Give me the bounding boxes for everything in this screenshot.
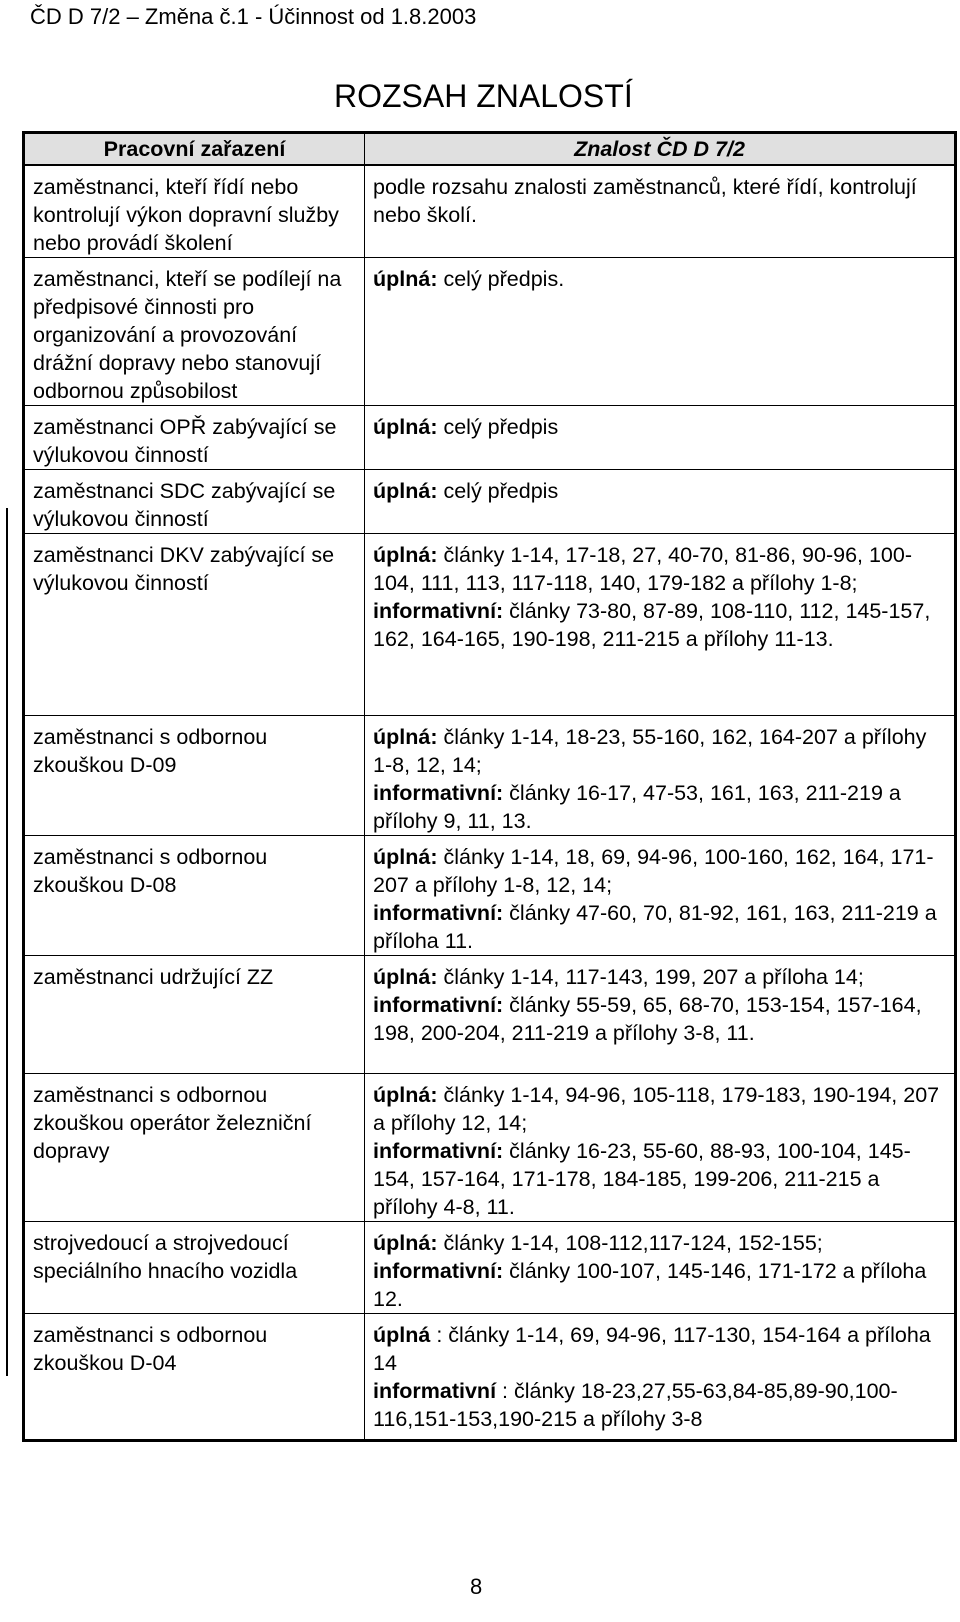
table-row [24, 406, 956, 470]
level-text: články 73-80, 87-89, 108-110, 112, 145-157, 162, 164-165, 190-198, 211-215 a přílohy 11-13. [373, 599, 931, 651]
knowledge-full [373, 963, 948, 991]
role-cell: zaměstnanci s odbornou zkouškou operátor železniční dopravy [24, 1074, 365, 1222]
knowledge-informative [373, 1137, 948, 1221]
knowledge-cell [365, 1314, 956, 1441]
knowledge-full [373, 173, 948, 229]
level-text: články 16-23, 55-60, 88-93, 100-104, 145-154, 157-164, 171-178, 184-185, 199-206, 211-215 a přílohy 4-8, 11. [373, 1139, 911, 1219]
level-text: : články 1-14, 69, 94-96, 117-130, 154-164 a příloha 14 [373, 1323, 931, 1375]
table-row [24, 165, 956, 258]
knowledge-cell [365, 1074, 956, 1222]
role-cell: zaměstnanci, kteří řídí nebo kontrolují výkon dopravní služby nebo provádí školení [24, 165, 365, 258]
table-row [24, 470, 956, 534]
role-cell: zaměstnanci s odbornou zkouškou D-09 [24, 716, 365, 836]
knowledge-full [373, 1321, 948, 1377]
scope-table [22, 131, 957, 1442]
table-row [24, 956, 956, 1074]
knowledge-cell [365, 470, 956, 534]
knowledge-informative [373, 1257, 948, 1313]
level-text: články 1-14, 18, 69, 94-96, 100-160, 162, 164, 171-207 a přílohy 1-8, 12, 14; [373, 845, 934, 897]
level-text: články 47-60, 70, 81-92, 161, 163, 211-219 a příloha 11. [373, 901, 937, 953]
column-header-knowledge: Znalost ČD D 7/2 [365, 133, 956, 166]
level-text: články 1-14, 108-112,117-124, 152-155; [437, 1231, 823, 1255]
knowledge-informative [373, 779, 948, 835]
running-header: ČD D 7/2 – Změna č.1 - Účinnost od 1.8.2003 [30, 4, 477, 29]
table-row [24, 1314, 956, 1441]
level-label: úplná: [373, 479, 438, 503]
role-cell: strojvedoucí a strojvedoucí speciálního hnacího vozidla [24, 1222, 365, 1314]
level-text: články 1-14, 117-143, 199, 207 a příloha 14; [437, 965, 864, 989]
level-text: články 16-17, 47-53, 161, 163, 211-219 a přílohy 9, 11, 13. [373, 781, 901, 833]
level-label: informativní: [373, 993, 504, 1017]
knowledge-full [373, 723, 948, 779]
knowledge-cell [365, 716, 956, 836]
column-header-role: Pracovní zařazení [24, 133, 365, 166]
level-label: úplná: [373, 845, 438, 869]
level-text: celý předpis [437, 479, 559, 503]
knowledge-informative [373, 991, 948, 1047]
knowledge-full [373, 1081, 948, 1137]
level-text: články 1-14, 18-23, 55-160, 162, 164-207 a přílohy 1-8, 12, 14; [373, 725, 927, 777]
knowledge-cell [365, 956, 956, 1074]
knowledge-cell [365, 1222, 956, 1314]
table-row [24, 1074, 956, 1222]
level-label: informativní: [373, 599, 504, 623]
knowledge-informative [373, 597, 948, 653]
level-label: úplná: [373, 267, 438, 291]
role-cell: zaměstnanci OPŘ zabývající se výlukovou činností [24, 406, 365, 470]
knowledge-cell [365, 258, 956, 406]
table-row [24, 534, 956, 716]
knowledge-cell [365, 165, 956, 258]
role-cell: zaměstnanci SDC zabývající se výlukovou činností [24, 470, 365, 534]
page-number: 8 [470, 1574, 483, 1599]
knowledge-full [373, 413, 948, 441]
role-cell: zaměstnanci udržující ZZ [24, 956, 365, 1074]
level-text: : články 18-23,27,55-63,84-85,89-90,100-116,151-153,190-215 a přílohy 3-8 [373, 1379, 898, 1431]
level-label: úplná: [373, 415, 438, 439]
level-label: úplná [373, 1323, 431, 1347]
knowledge-informative [373, 899, 948, 955]
level-label: informativní [373, 1379, 497, 1403]
level-text: články 1-14, 94-96, 105-118, 179-183, 190-194, 207 a přílohy 12, 14; [373, 1083, 940, 1135]
table-row [24, 258, 956, 406]
knowledge-full [373, 541, 948, 597]
role-cell: zaměstnanci DKV zabývající se výlukovou činností [24, 534, 365, 716]
knowledge-full [373, 265, 948, 293]
level-label: informativní: [373, 1259, 504, 1283]
level-text: články 55-59, 65, 68-70, 153-154, 157-164, 198, 200-204, 211-219 a přílohy 3-8, 11. [373, 993, 922, 1045]
table-row [24, 716, 956, 836]
level-label: úplná: [373, 543, 438, 567]
knowledge-full [373, 477, 948, 505]
level-text: podle rozsahu znalosti zaměstnanců, které řídí, kontrolují nebo školí. [373, 175, 917, 227]
role-cell: zaměstnanci s odbornou zkouškou D-04 [24, 1314, 365, 1441]
level-label: informativní: [373, 781, 504, 805]
level-label: úplná: [373, 1083, 438, 1107]
document-title: ROZSAH ZNALOSTÍ [334, 78, 633, 114]
level-text: články 100-107, 145-146, 171-172 a příloha 12. [373, 1259, 927, 1311]
level-label: informativní: [373, 901, 504, 925]
table-row [24, 1222, 956, 1314]
level-label: úplná: [373, 1231, 438, 1255]
role-cell: zaměstnanci s odbornou zkouškou D-08 [24, 836, 365, 956]
table-header-row [24, 133, 956, 166]
role-cell: zaměstnanci, kteří se podílejí na předpisové činnosti pro organizování a provozování drážní dopravy nebo stanovují odbornou způsobilost [24, 258, 365, 406]
level-text: celý předpis [437, 415, 559, 439]
knowledge-informative [373, 1377, 948, 1433]
level-label: informativní: [373, 1139, 504, 1163]
table-row [24, 836, 956, 956]
change-bar [6, 508, 8, 1376]
knowledge-cell [365, 534, 956, 716]
knowledge-cell [365, 406, 956, 470]
knowledge-cell [365, 836, 956, 956]
level-text: články 1-14, 17-18, 27, 40-70, 81-86, 90-96, 100-104, 111, 113, 117-118, 140, 179-182 a přílohy 1-8; [373, 543, 913, 595]
level-label: úplná: [373, 725, 438, 749]
level-label: úplná: [373, 965, 438, 989]
knowledge-full [373, 843, 948, 899]
level-text: celý předpis. [437, 267, 565, 291]
knowledge-full [373, 1229, 948, 1257]
